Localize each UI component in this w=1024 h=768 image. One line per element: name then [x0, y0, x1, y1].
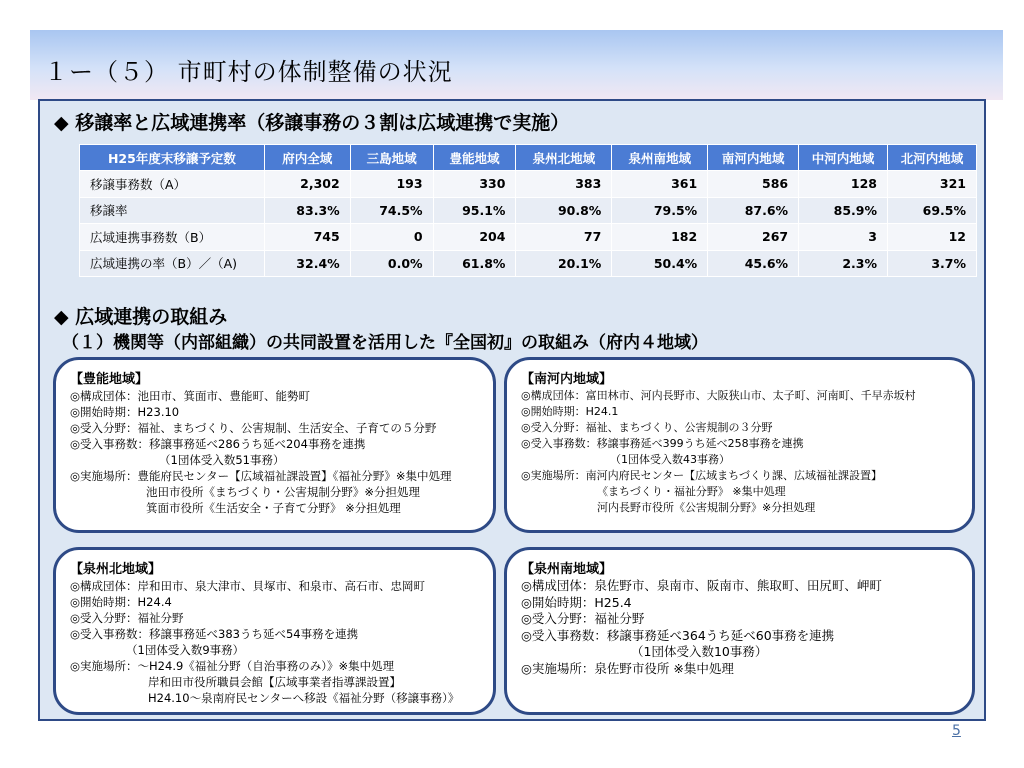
region-line: ◎構成団体：岸和田市、泉大津市、貝塚市、和泉市、高石市、忠岡町 — [70, 579, 426, 593]
page-title: １ー（５） 市町村の体制整備の状況 — [44, 58, 453, 86]
table-cell: 69.5% — [888, 197, 977, 224]
region-line: ◎受入事務数：移譲事務延べ383うち延べ54事務を連携 — [70, 627, 359, 641]
region-line: 箕面市役所《生活安全・子育て分野》 ※分担処理 — [146, 501, 401, 515]
region-line: 河内長野市役所《公害規制分野》※分担処理 — [597, 501, 816, 514]
region-line: ◎受入事務数：移譲事務延べ364うち延べ60事務を連携 — [521, 627, 835, 643]
table-cell: 移譲事務数（A） — [80, 171, 265, 198]
table-cell: 586 — [708, 171, 799, 198]
table-cell: 193 — [350, 171, 433, 198]
section-heading-wide-area: ◆ 広域連携の取組み — [54, 306, 228, 328]
region-line: ◎受入分野：福祉、まちづくり、公害規制の３分野 — [521, 421, 773, 434]
table-row — [80, 250, 977, 277]
region-line: ◎受入分野：福祉分野 — [521, 611, 645, 626]
table-cell: 330 — [433, 171, 516, 198]
table-cell: 3.7% — [888, 250, 977, 277]
table-cell: 0 — [350, 224, 433, 251]
region-line: 岸和田市役所職員会館【広域事業者指導課設置】 — [148, 675, 401, 689]
section-heading-transfer-rate: ◆ 移譲率と広域連携率（移譲事務の３割は広域連携で実施） — [54, 112, 570, 134]
region-line: ◎実施場所：～H24.9《福祉分野（自治事務のみ）》※集中処理 — [70, 659, 395, 673]
table-cell: 90.8% — [516, 197, 612, 224]
region-box-toyono — [53, 357, 496, 533]
table-cell: 95.1% — [433, 197, 516, 224]
region-line: ◎実施場所：豊能府民センター【広域福祉課設置】《福祉分野》※集中処理 — [70, 469, 452, 483]
table-cell: 12 — [888, 224, 977, 251]
table-cell: 61.8% — [433, 250, 516, 277]
region-box-minamikawachi — [504, 357, 975, 533]
table-header: 南河内地域 — [708, 145, 799, 171]
table-header: 府内全域 — [264, 145, 350, 171]
table-row — [80, 171, 977, 198]
region-line: ◎構成団体：富田林市、河内長野市、大阪狭山市、太子町、河南町、千早赤坂村 — [521, 389, 916, 402]
region-line: ◎受入事務数：移譲事務延べ286うち延べ204事務を連携 — [70, 437, 366, 451]
region-title: 【豊能地域】 — [70, 372, 149, 387]
table-cell: 広域連携の率（B）／（A) — [80, 250, 265, 277]
table-cell: 85.9% — [799, 197, 888, 224]
region-line: ◎受入分野：福祉分野 — [70, 611, 184, 625]
transfer-stats-table — [79, 144, 977, 277]
region-line: ◎受入分野：福祉、まちづくり、公害規制、生活安全、子育ての５分野 — [70, 421, 437, 435]
region-line: ◎実施場所：泉佐野市役所 ※集中処理 — [521, 660, 734, 676]
region-line: ◎構成団体：池田市、箕面市、豊能町、能勢町 — [70, 389, 311, 403]
region-line: 池田市役所《まちづくり・公害規制分野》※分担処理 — [146, 485, 421, 499]
table-cell: 2,302 — [264, 171, 350, 198]
table-cell: 20.1% — [516, 250, 612, 277]
region-line: ◎開始時期：H25.4 — [521, 594, 632, 610]
table-cell: 74.5% — [350, 197, 433, 224]
region-line: ◎受入事務数：移譲事務延べ399うち延べ258事務を連携 — [521, 437, 804, 450]
table-cell: 83.3% — [264, 197, 350, 224]
table-cell: 2.3% — [799, 250, 888, 277]
region-line: H24.10～泉南府民センターへ移設《福祉分野（移譲事務）》 — [148, 691, 460, 705]
region-box-senshuminami — [504, 547, 975, 715]
region-line: 《まちづくり・福祉分野》 ※集中処理 — [597, 485, 786, 498]
table-cell: 745 — [264, 224, 350, 251]
table-cell: 128 — [799, 171, 888, 198]
region-line: （1団体受入数51事務） — [159, 453, 285, 467]
table-cell: 50.4% — [612, 250, 708, 277]
table-row — [80, 224, 977, 251]
table-header-row — [80, 145, 977, 171]
table-cell: 361 — [612, 171, 708, 198]
table-header: 三島地域 — [350, 145, 433, 171]
region-title: 【南河内地域】 — [521, 372, 613, 387]
table-cell: 77 — [516, 224, 612, 251]
table-row — [80, 197, 977, 224]
table-header: 泉州北地域 — [516, 145, 612, 171]
table-cell: 383 — [516, 171, 612, 198]
region-title: 【泉州北地域】 — [70, 562, 162, 577]
table-header: 中河内地域 — [799, 145, 888, 171]
region-line: ◎構成団体：泉佐野市、泉南市、阪南市、熊取町、田尻町、岬町 — [521, 578, 882, 593]
region-title: 【泉州南地域】 — [521, 562, 613, 577]
region-line: （1団体受入数10事務） — [631, 644, 768, 659]
region-line: ◎開始時期：H24.1 — [521, 405, 619, 418]
region-box-senshukita — [53, 547, 496, 715]
page-number: 5 — [952, 723, 961, 739]
table-cell: 87.6% — [708, 197, 799, 224]
table-cell: 321 — [888, 171, 977, 198]
section-subheading: （１）機関等（内部組織）の共同設置を活用した『全国初』の取組み（府内４地域） — [62, 333, 708, 353]
table-cell: 32.4% — [264, 250, 350, 277]
table-cell: 0.0% — [350, 250, 433, 277]
region-line: ◎開始時期：H23.10 — [70, 405, 180, 419]
table-cell: 45.6% — [708, 250, 799, 277]
region-line: ◎実施場所：南河内府民センター【広域まちづくり課、広域福祉課設置】 — [521, 469, 883, 482]
table-header: 豊能地域 — [433, 145, 516, 171]
table-cell: 204 — [433, 224, 516, 251]
region-line: （1団体受入数43事務） — [610, 453, 730, 466]
table-cell: 267 — [708, 224, 799, 251]
table-cell: 移譲率 — [80, 197, 265, 224]
table-header: H25年度末移譲予定数 — [80, 145, 265, 171]
table-header: 泉州南地域 — [612, 145, 708, 171]
table-cell: 広域連携事務数（B） — [80, 224, 265, 251]
table-cell: 3 — [799, 224, 888, 251]
table-header: 北河内地域 — [888, 145, 977, 171]
table-cell: 182 — [612, 224, 708, 251]
table-cell: 79.5% — [612, 197, 708, 224]
region-line: ◎開始時期：H24.4 — [70, 595, 172, 609]
region-line: （1団体受入数9事務） — [126, 643, 245, 657]
